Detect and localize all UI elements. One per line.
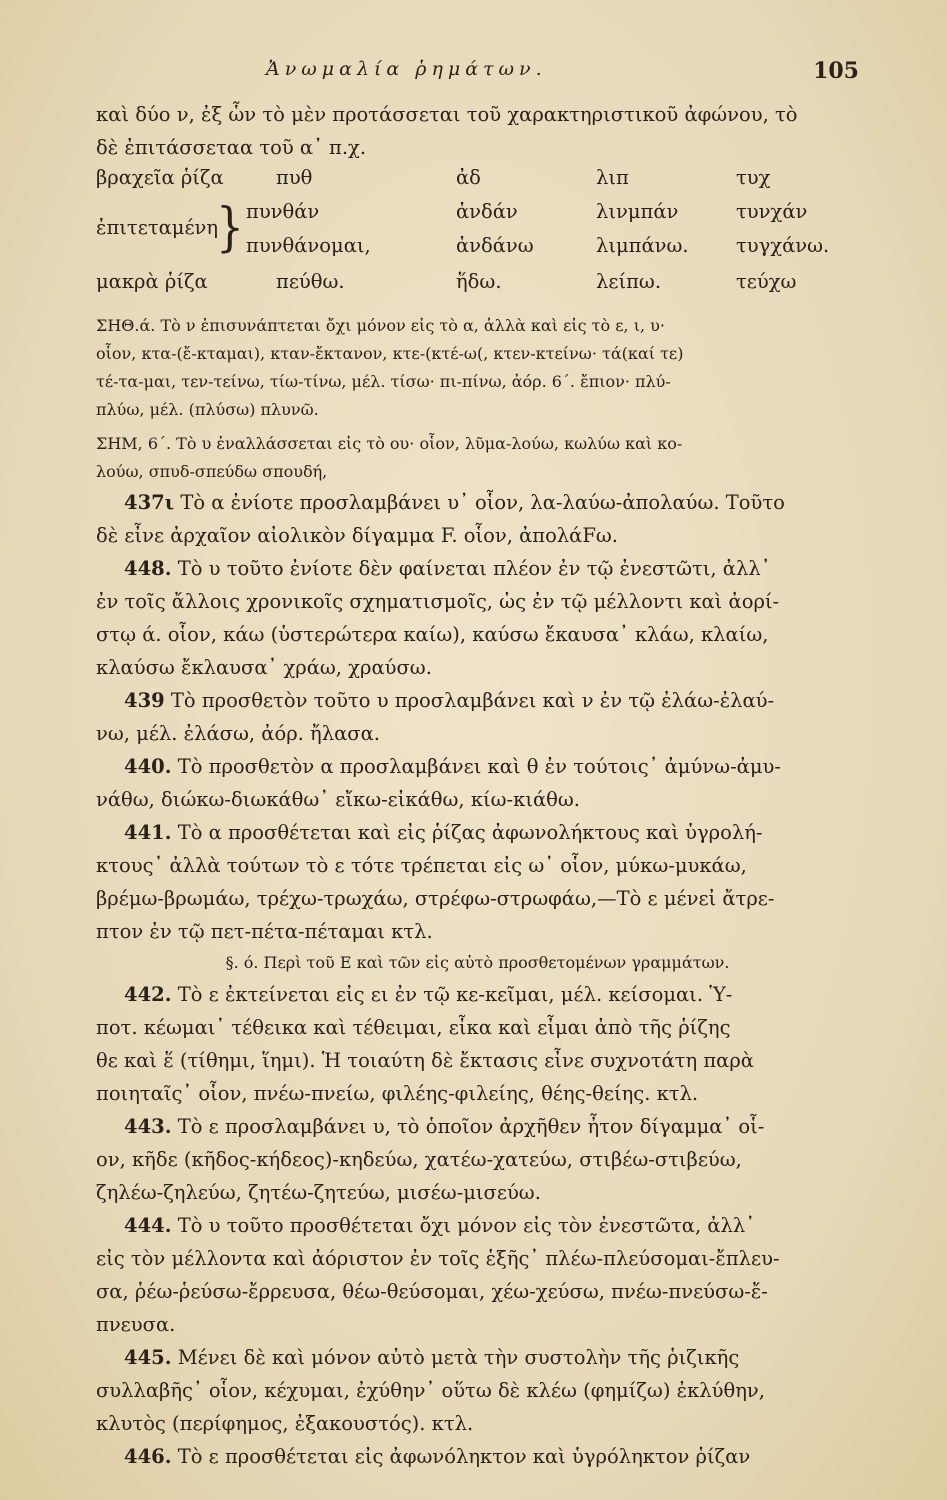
paragraph-number: 444. (124, 1214, 172, 1237)
text-line (96, 783, 859, 816)
text-line (96, 618, 859, 651)
line-text: Τὸ ε προσλαμβάνει υ, τὸ ὁποῖον ἀρχῆθεν ἦτον δίγαμμα᾽ οἷ- (177, 1115, 765, 1138)
line-text: εἰς τὸν μέλλοντα καὶ ἀόριστον ἐν τοῖς ἑξῆς᾽ πλέω-πλεύσομαι-ἔπλευ- (96, 1247, 780, 1270)
text-line (96, 684, 859, 717)
paragraph-number: 439 (124, 689, 165, 712)
line-text: ζηλέω-ζηλεύω, ζητέω-ζητεύω, μισέω-μισεύω. (96, 1181, 541, 1204)
line-text: Τὸ α προσθέτεται καὶ εἰς ῥίζας ἀφωνολήκτους καὶ ὑγρολή- (177, 821, 763, 844)
text-line (96, 1110, 859, 1143)
paragraph (96, 684, 859, 750)
notes-block (96, 312, 859, 486)
root-cell: ἀδ (456, 166, 481, 189)
line-text: Τὸ α ἐνίοτε προσλαμβάνει υ᾽ οἷον, λα-λαύω-ἀπολαύω. Τοῦτο (180, 491, 785, 514)
text-line (96, 1011, 859, 1044)
text-line (96, 1044, 859, 1077)
page-header (96, 58, 859, 98)
root-cell: πυθ (276, 166, 313, 189)
root-cell: ἁνδάν (456, 200, 518, 223)
root-cell: τεύχω (736, 270, 797, 293)
line-text: Τὸ υ τοῦτο προσθέτεται ὄχι μόνον εἰς τὸν ἐνεστῶτα, ἀλλ᾽ (177, 1214, 755, 1237)
root-cell: τυνχάν (736, 200, 808, 223)
paragraph-number: 440. (124, 755, 172, 778)
text-line (96, 1308, 859, 1341)
paragraph (96, 1440, 859, 1473)
line-text: κλαύσω ἔκλαυσα᾽ χράω, χραύσω. (96, 656, 432, 679)
text-line (96, 1275, 859, 1308)
paragraph-number: 446. (124, 1445, 172, 1468)
text-line (96, 1176, 859, 1209)
brace-symbol: } (216, 196, 244, 258)
text-line (96, 750, 859, 783)
text-line (96, 717, 859, 750)
root-cell: λείπω. (596, 270, 662, 293)
root-cell: τυγχάνω. (736, 234, 830, 257)
line-text: δὲ εἶνε ἀρχαῖον αἰολικὸν δίγαμμα F. οἷον, ἀπολάFω. (96, 524, 618, 547)
line-text: πτον ἐν τῷ πετ-πέτα-πέταμαι κτλ. (96, 920, 433, 943)
line-text: ποτ. κέωμαι᾽ τέθεικα καὶ τέθειμαι, εἶκα καὶ εἶμαι ἀπὸ τῆς ῥίζης (96, 1016, 731, 1039)
paragraph (96, 1209, 859, 1341)
text-line (96, 585, 859, 618)
paragraphs-group (96, 486, 859, 948)
root-cell: λινμπάν (596, 200, 679, 223)
paragraph (96, 978, 859, 1110)
text-line (96, 1077, 859, 1110)
line-text: συλλαβῆς᾽ οἷον, κέχυμαι, ἐχύθην᾽ οὕτω δὲ κλέω (φημίζω) ἐκλύθην, (96, 1379, 765, 1402)
line-text: βρέμω-βρωμάω, τρέχω-τρωχάω, στρέφω-στρωφάω,—Τὸ ε μένεἰ ἄτρε- (96, 887, 775, 910)
paragraph-number: 437ι (124, 491, 175, 514)
root-cell: λιμπάνω. (596, 234, 689, 257)
line-text: πνευσα. (96, 1313, 176, 1336)
line-text: κτους᾽ ἀλλὰ τούτων τὸ ε τότε τρέπεται εἰς ω᾽ οἷον, μύκω-μυκάω, (96, 854, 747, 877)
note-line: ΣΗΜ, 6΄. Τὸ υ ἐναλλάσσεται εἰς τὸ ου· οἷον, λῦμα-λούω, κωλύω καὶ κο- (96, 434, 683, 453)
root-label: μακρὰ ῥίζα (96, 270, 208, 293)
section-heading: §. ό. Περὶ τοῦ Ε καὶ τῶν εἰς αὐτὸ προσθετομένων γραμμάτων. (225, 953, 730, 972)
line-text: Μένει δὲ καὶ μόνον αὐτὸ μετὰ τὴν συστολὴν τῆς ῥιζικῆς (177, 1346, 740, 1369)
text-line: καὶ δύο ν, ἐξ ὧν τὸ μὲν προτάσσεται τοῦ χαρακτηριστικοῦ ἀφώνου, τὸ (96, 103, 798, 126)
text-line (96, 882, 859, 915)
text-line (96, 1407, 859, 1440)
text-line (96, 486, 859, 519)
root-table (96, 164, 859, 312)
text-line: δὲ ἐπιτάσσεταα τοῦ α᾽ π.χ. (96, 136, 367, 159)
root-cell: ἥδω. (456, 270, 502, 293)
text-line (96, 1374, 859, 1407)
text-line (96, 816, 859, 849)
text-line (96, 1341, 859, 1374)
text-line (96, 1440, 859, 1473)
paragraph-number: 442. (124, 983, 172, 1006)
paragraph (96, 486, 859, 552)
paragraph (96, 750, 859, 816)
text-line (96, 978, 859, 1011)
note-line: λούω, σπυδ-σπεύδω σπουδή, (96, 462, 328, 481)
running-title: Ἀνωμαλία ῥημάτων. (266, 58, 547, 80)
text-line (96, 915, 859, 948)
root-label: βραχεῖα ῥίζα (96, 166, 224, 189)
line-text: Τὸ προσθετὸν τοῦτο υ προσλαμβάνει καὶ ν ἐν τῷ ἐλάω-ἐλαύ- (170, 689, 775, 712)
text-line (96, 519, 859, 552)
paragraph-number: 441. (124, 821, 172, 844)
note-line: ΣΗΘ.ά. Τὸ ν ἐπισυνάπτεται ὄχι μόνον εἰς τὸ α, ἀλλὰ καὶ εἰς τὸ ε, ι, υ· (96, 316, 665, 335)
page-number: 105 (813, 58, 859, 84)
paragraph-number: 448. (124, 557, 172, 580)
line-text: Τὸ προσθετὸν α προσλαμβάνει καὶ θ ἐν τούτοις᾽ ἀμύνω-ἀμυ- (177, 755, 781, 778)
intro-text (96, 98, 859, 164)
paragraphs-group (96, 978, 859, 1473)
paragraph (96, 816, 859, 948)
paragraph (96, 1110, 859, 1209)
note-line: οἷον, κτα-(ἔ-κταμαι), κταν-ἔκτανον, κτε-(κτέ-ω(, κτεν-κτείνω· τά(καί τε) (96, 344, 684, 363)
note-line: τέ-τα-μαι, τεν-τείνω, τίω-τίνω, μέλ. τίσω· πι-πίνω, ἀόρ. 6΄. ἔπιον· πλύ- (96, 372, 671, 391)
root-cell: ἁνδάνω (456, 234, 534, 257)
paragraph (96, 1341, 859, 1440)
paragraph (96, 552, 859, 684)
root-cell: τυχ (736, 166, 771, 189)
text-line (96, 1242, 859, 1275)
line-text: ποιηταῖς᾽ οἷον, πνέω-πνείω, φιλέης-φιλείης, θέης-θείης. κτλ. (96, 1082, 699, 1105)
text-line (96, 552, 859, 585)
line-text: Τὸ ε ἐκτείνεται εἰς ει ἐν τῷ κε-κεῖμαι, μέλ. κείσομαι. Ὑ- (177, 983, 733, 1006)
root-cell: πεύθω. (276, 270, 345, 293)
line-text: στῳ ά. οἷον, κάω (ὑστερώτερα καίω), καύσω ἔκαυσα᾽ κλάω, κλαίω, (96, 623, 769, 646)
text-line (96, 1209, 859, 1242)
line-text: ἐν τοῖς ἄλλοις χρονικοῖς σχηματισμοῖς, ὡς ἐν τῷ μέλλοντι καὶ ἀορί- (96, 590, 780, 613)
note-line: πλύω, μέλ. (πλύσω) πλυνῶ. (96, 400, 319, 419)
root-cell: πυνθάνομαι, (246, 234, 371, 257)
line-text: Τὸ ε προσθέτεται εἰς ἀφωνόληκτον καὶ ὑγρόληκτον ῥίζαν (177, 1445, 751, 1468)
paragraph-number: 443. (124, 1115, 172, 1138)
root-cell: πυνθάν (246, 200, 320, 223)
line-text: κλυτὸς (περίφημος, ἐξακουστός). κτλ. (96, 1412, 474, 1435)
line-text: θε καὶ ἕ (τίθημι, ἵημι). Ἡ τοιαύτη δὲ ἔκτασις εἶνε συχνοτάτη παρὰ (96, 1049, 754, 1072)
line-text: νάθω, διώκω-διωκάθω᾽ εἴκω-εἰκάθω, κίω-κιάθω. (96, 788, 580, 811)
text-line (96, 849, 859, 882)
text-line (96, 1143, 859, 1176)
text-line (96, 651, 859, 684)
line-text: νω, μέλ. ἐλάσω, ἀόρ. ἤλασα. (96, 722, 380, 745)
line-text: Τὸ υ τοῦτο ἐνίοτε δὲν φαίνεται πλέον ἐν τῷ ἐνεστῶτι, ἀλλ᾽ (177, 557, 771, 580)
root-label: ἐπιτεταμένη (96, 216, 219, 239)
line-text: ον, κῆδε (κῆδος-κήδεος)-κηδεύω, χατέω-χατεύω, στιβέω-στιβεύω, (96, 1148, 742, 1171)
line-text: σα, ῥέω-ῥεύσω-ἔρρευσα, θέω-θεύσομαι, χέω-χεύσω, πνέω-πνεύσω-ἔ- (96, 1280, 768, 1303)
paragraph-number: 445. (124, 1346, 172, 1369)
root-cell: λιπ (596, 166, 629, 189)
